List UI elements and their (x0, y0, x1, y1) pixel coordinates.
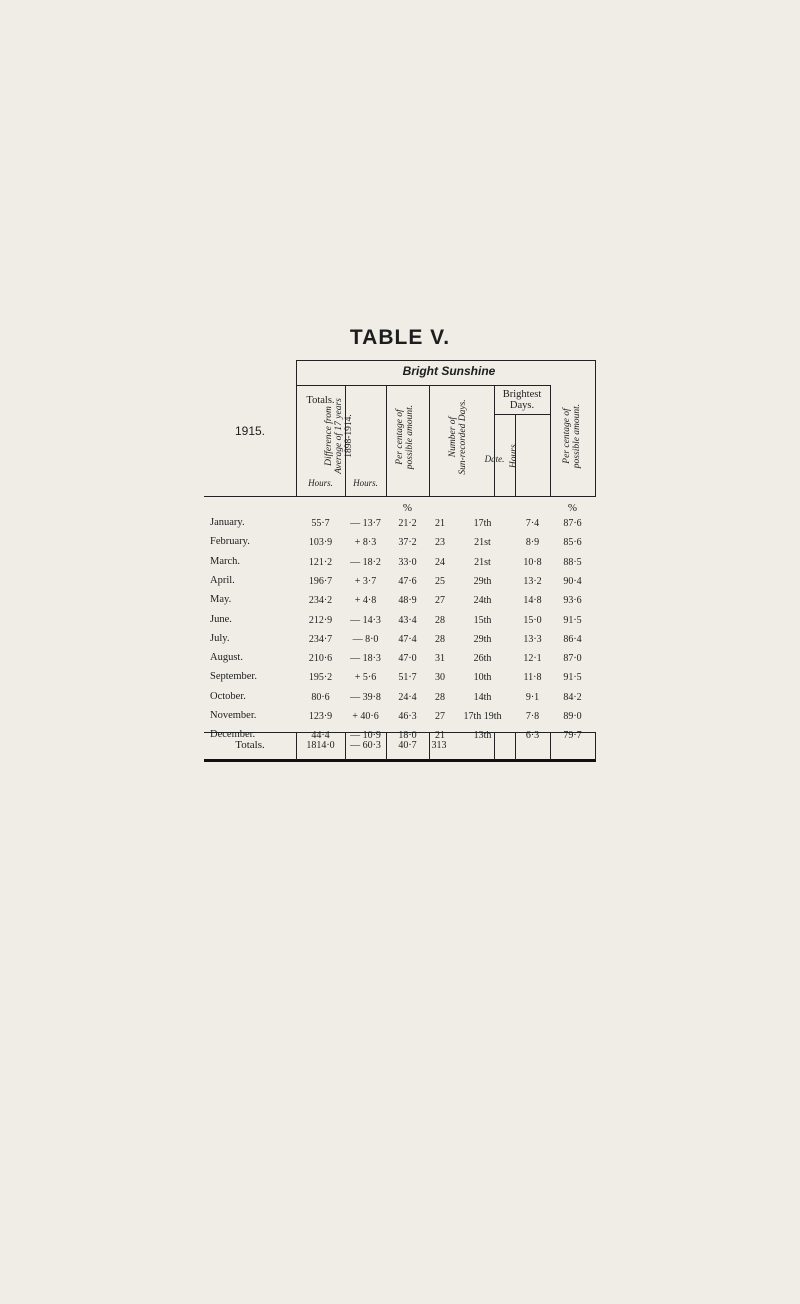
cell-date: 24th (473, 595, 492, 607)
cell-totals: 123·9 (308, 711, 333, 722)
bottom-rule (204, 759, 596, 762)
totals-row-diff: — 60·3 (350, 740, 381, 751)
brightest-rule (494, 414, 550, 415)
col-line-8b (595, 732, 596, 760)
cell-hours: 9·1 (525, 691, 540, 703)
cell-diff: + 3·7 (354, 575, 377, 587)
cell-hours: 15·0 (523, 614, 542, 626)
date-header: Date. (484, 454, 505, 464)
cell-pct: 51·7 (398, 672, 417, 684)
cell-date: 29th (473, 633, 492, 645)
col-line-7 (550, 385, 551, 497)
cell-bpct: 91·5 (563, 672, 582, 684)
cell-hours: 7·4 (525, 518, 540, 529)
row-month: December. (210, 729, 256, 741)
totals-unit: Hours. (308, 478, 333, 488)
cell-bpct: 93·6 (563, 595, 582, 607)
row-month: June. (210, 613, 232, 625)
cell-diff: + 5·6 (354, 672, 377, 684)
cell-totals: 196·7 (308, 575, 333, 587)
col-line-3 (386, 385, 387, 497)
cell-totals: 212·9 (308, 614, 333, 626)
cell-diff: — 18·2 (350, 556, 381, 568)
cell-bpct: 89·0 (563, 711, 582, 722)
cell-diff: — 14·3 (350, 614, 381, 626)
col-line-4 (429, 385, 430, 497)
cell-days: 24 (435, 556, 445, 568)
cell-pct: 46·3 (398, 711, 417, 722)
cell-days: 28 (435, 691, 445, 703)
totals-header: Totals. (306, 395, 335, 406)
header-bottom-rule (204, 496, 596, 497)
cell-days: 31 (435, 653, 445, 665)
percentage-header: Per centage of possible amount. (395, 404, 415, 470)
difference-unit: Hours. (353, 478, 378, 488)
cell-date: 26th (473, 653, 492, 665)
col-line-8 (595, 360, 596, 497)
totals-row-days: 313 (431, 740, 447, 751)
cell-days: 27 (435, 595, 445, 607)
cell-pct: 24·4 (398, 691, 417, 703)
totals-row-label: Totals. (235, 739, 265, 751)
top-rule (296, 360, 596, 361)
cell-bpct: 87·6 (563, 518, 582, 529)
cell-pct: 37·2 (398, 537, 417, 549)
cell-date: 15th (473, 614, 492, 626)
cell-days: 28 (435, 614, 445, 626)
section-title: Bright Sunshine (402, 364, 496, 378)
brightest-header-2: Days. (509, 400, 535, 411)
cell-date: 29th (473, 575, 492, 587)
row-month: April. (210, 574, 235, 586)
cell-hours: 10·8 (523, 556, 542, 568)
cell-pct: 47·6 (398, 575, 417, 587)
cell-diff: + 8·3 (354, 537, 377, 549)
cell-diff: + 4·8 (354, 595, 377, 607)
cell-days: 30 (435, 672, 445, 684)
cell-date: 13th (473, 730, 492, 742)
cell-pct: 21·2 (398, 518, 417, 529)
row-month: March. (210, 555, 241, 567)
cell-days: 28 (435, 633, 445, 645)
cell-totals: 234·7 (308, 633, 333, 645)
cell-bpct: 91·5 (563, 614, 582, 626)
cell-date: 17th (473, 518, 492, 529)
cell-hours: 6·3 (525, 730, 540, 742)
cell-hours: 14·8 (523, 595, 542, 607)
cell-pct: 47·0 (398, 653, 417, 665)
brightest-header: Brightest (502, 389, 542, 400)
cell-totals: 44·4 (311, 730, 330, 742)
row-month: November. (210, 710, 257, 721)
cell-diff: — 10·9 (350, 730, 381, 742)
cell-hours: 11·8 (523, 672, 542, 684)
cell-date: 10th (473, 672, 492, 684)
cell-totals: 210·6 (308, 653, 333, 665)
cell-totals: 121·2 (308, 556, 333, 568)
totals-row-pct: 40·7 (398, 740, 417, 751)
cell-bpct: 90·4 (563, 575, 582, 587)
row-month: July. (210, 632, 230, 644)
cell-bpct: 79·7 (563, 730, 582, 742)
cell-date: 21st (474, 537, 491, 549)
difference-header: Difference from Average of 17 years 1898-1914. (324, 398, 354, 474)
cell-diff: — 18·3 (350, 653, 381, 665)
cell-bpct: 88·5 (563, 556, 582, 568)
col-line-1 (296, 360, 297, 497)
cell-days: 21 (435, 518, 445, 529)
cell-days: 23 (435, 537, 445, 549)
row-month: January. (210, 517, 245, 528)
cell-pct: 48·9 (398, 595, 417, 607)
cell-bpct: 86·4 (563, 633, 582, 645)
row-month: May. (210, 594, 232, 606)
row-month: August. (210, 652, 243, 664)
year-label: 1915. (234, 424, 266, 438)
cell-days: 21 (435, 730, 445, 742)
brightest-pct-header: Per centage of possible amount. (562, 403, 582, 469)
cell-bpct: 87·0 (563, 653, 582, 665)
cell-bpct: 84·2 (563, 691, 582, 703)
cell-pct: 33·0 (398, 556, 417, 568)
totals-row-hours: 1814·0 (306, 740, 335, 751)
cell-date: 17th 19th (463, 711, 502, 722)
hours-header: Hours. (509, 441, 519, 469)
cell-totals: 195·2 (308, 672, 333, 684)
percent-sign-2: % (567, 502, 578, 514)
cell-hours: 7·8 (525, 711, 540, 722)
cell-diff: — 39·8 (350, 691, 381, 703)
cell-hours: 13·2 (523, 575, 542, 587)
cell-hours: 13·3 (523, 633, 542, 645)
cell-pct: 43·4 (398, 614, 417, 626)
cell-pct: 18·0 (398, 730, 417, 742)
cell-diff: + 40·6 (352, 711, 379, 722)
cell-totals: 55·7 (311, 518, 330, 529)
cell-days: 27 (435, 711, 445, 722)
row-month: September. (210, 671, 257, 683)
cell-date: 14th (473, 691, 492, 703)
cell-diff: — 8·0 (352, 633, 379, 645)
cell-hours: 8·9 (525, 537, 540, 549)
sun-days-header: Number of Sun-recorded Days. (448, 399, 468, 475)
percent-sign: % (402, 502, 413, 514)
cell-diff: — 13·7 (350, 518, 381, 529)
cell-days: 25 (435, 575, 445, 587)
cell-totals: 80·6 (311, 691, 330, 703)
cell-pct: 47·4 (398, 633, 417, 645)
cell-bpct: 85·6 (563, 537, 582, 549)
row-month: October. (210, 690, 246, 702)
page-title: TABLE V. (349, 326, 451, 349)
sunshine-table (204, 360, 596, 762)
cell-hours: 12·1 (523, 653, 542, 665)
cell-date: 21st (474, 556, 491, 568)
row-month: February. (210, 536, 250, 548)
cell-totals: 103·9 (308, 537, 333, 549)
cell-totals: 234·2 (308, 595, 333, 607)
